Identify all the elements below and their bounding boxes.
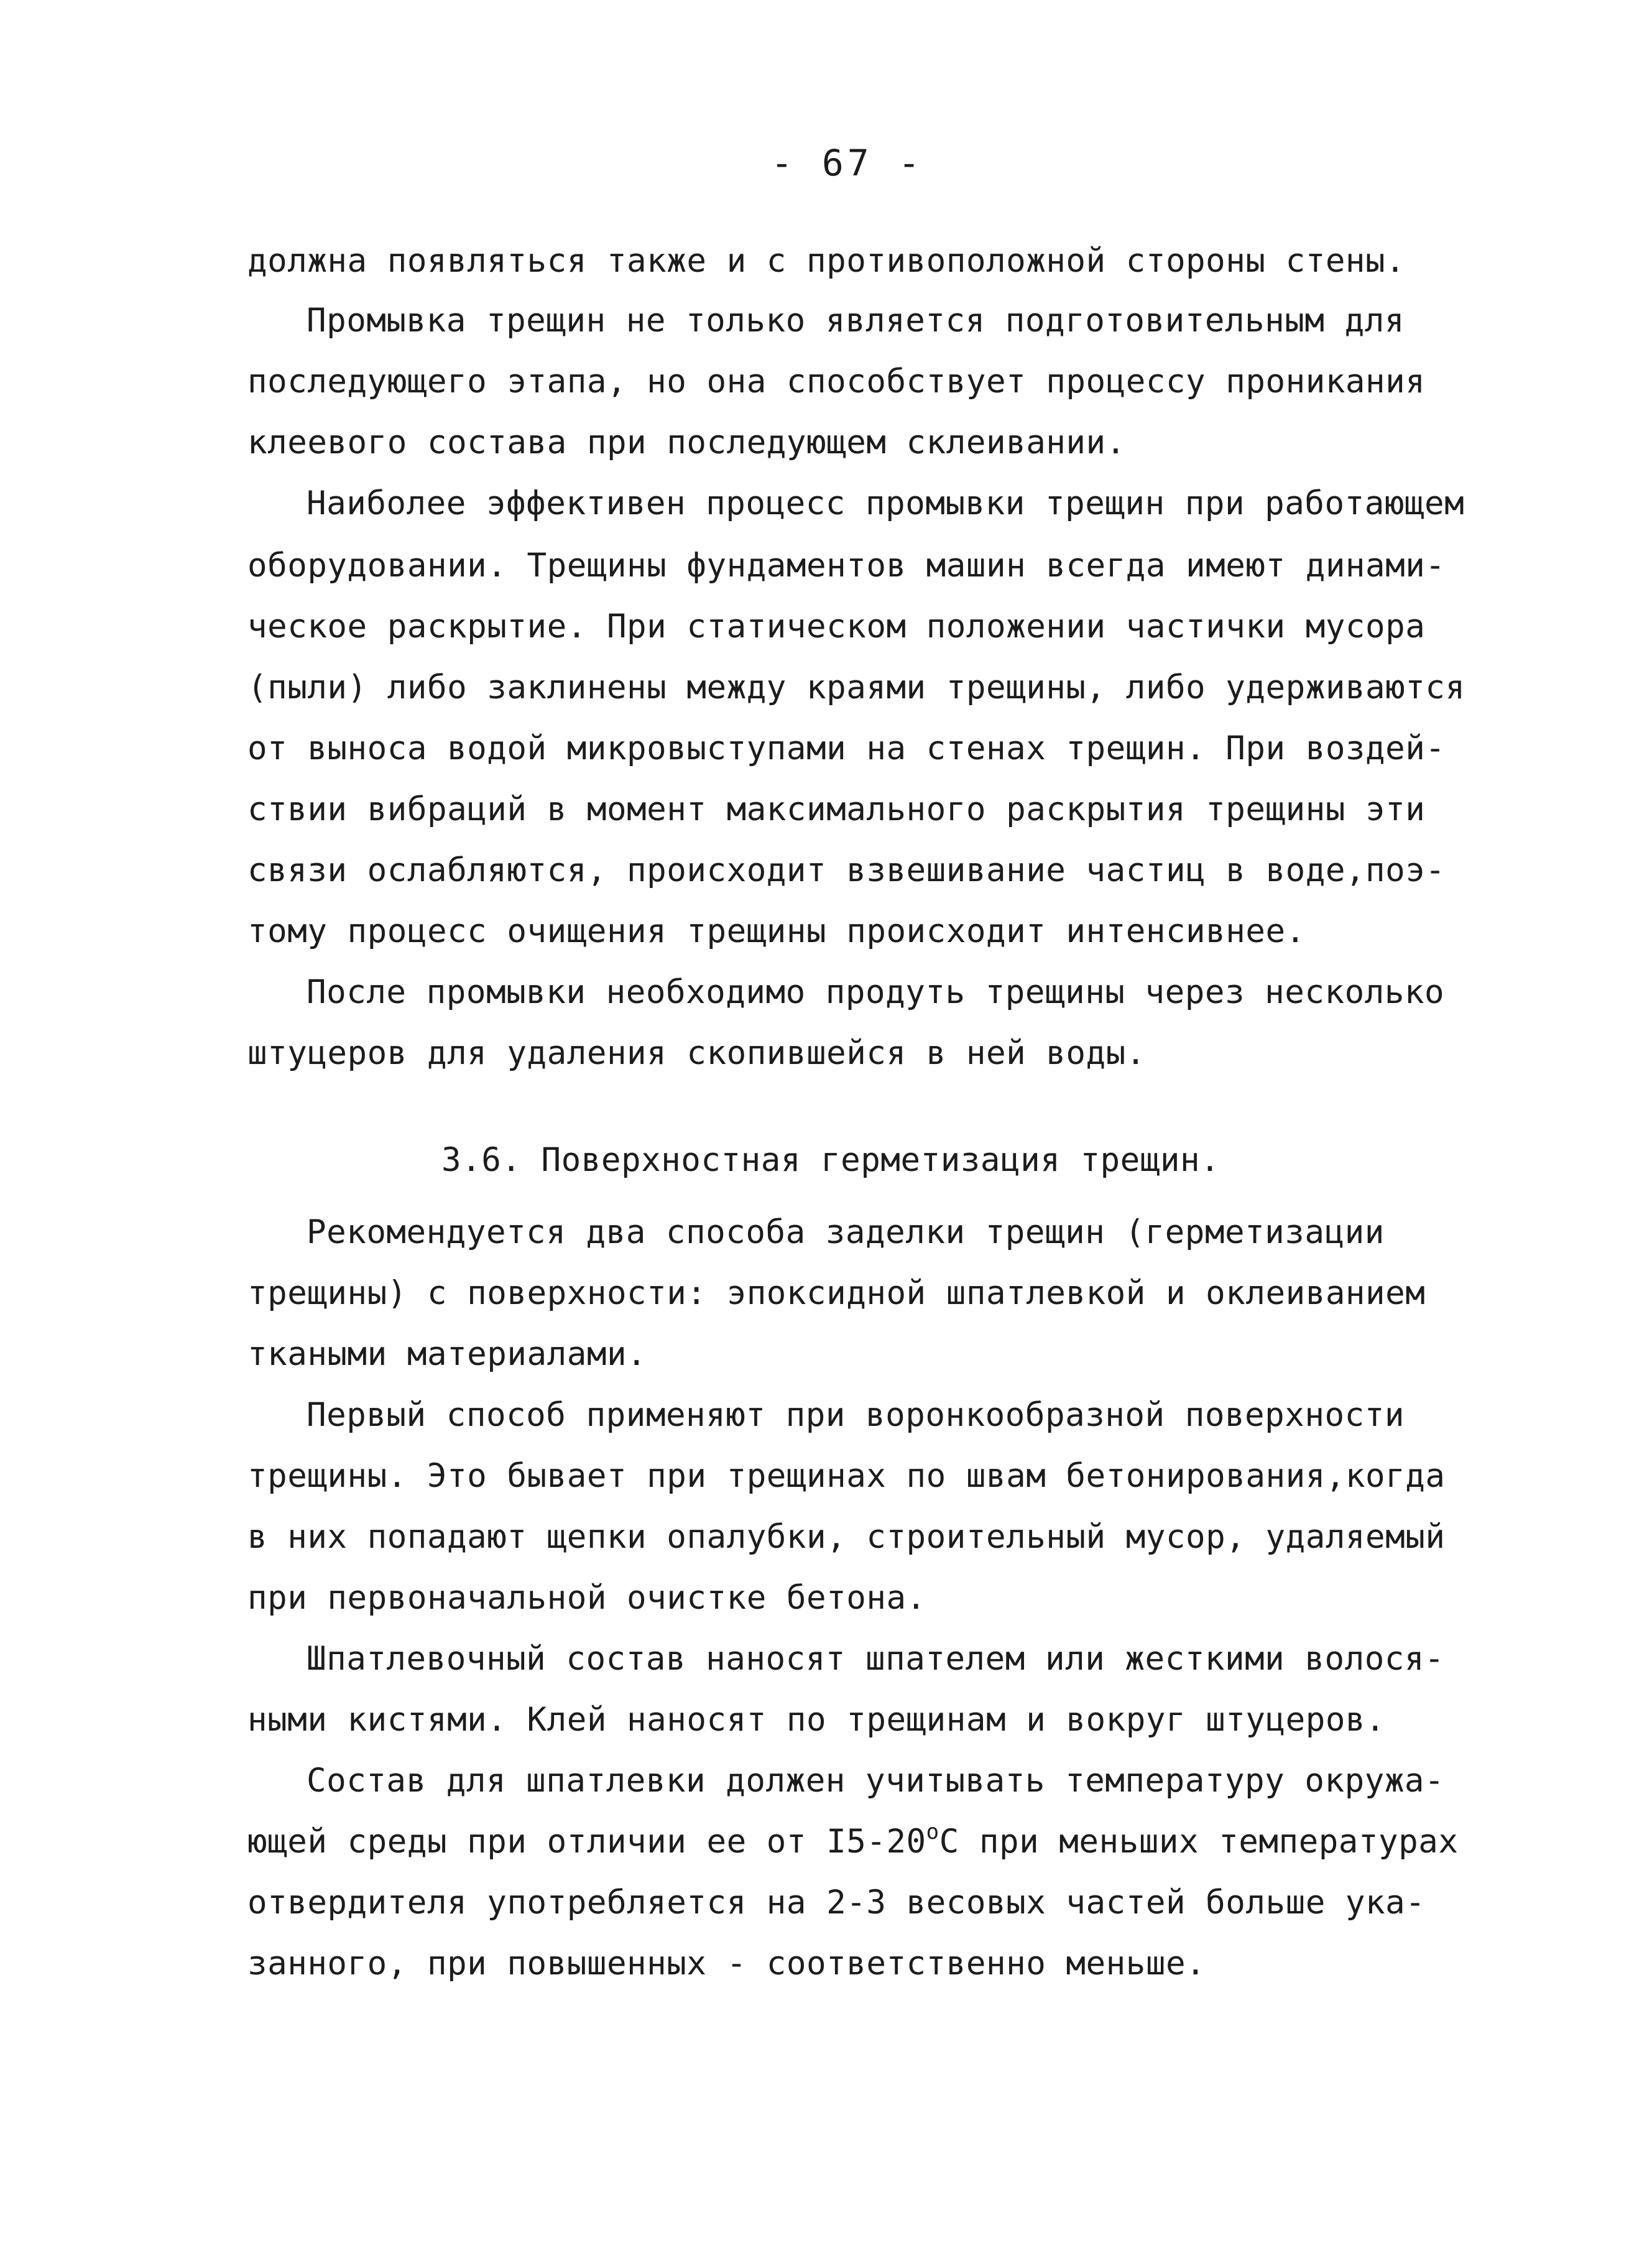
- text-line: Рекомендуется два способа заделки трещин (герметизации: [307, 1213, 1385, 1251]
- text-line: клеевого состава при последующем склеивании.: [247, 423, 1126, 461]
- text-line: [247, 1820, 1459, 1861]
- text-line: ными кистями. Клей наносят по трещинам и вокруг штуцеров.: [247, 1701, 1386, 1739]
- text-line: После промывки необходимо продуть трещины через несколько: [307, 973, 1445, 1011]
- text-line: последующего этапа, но она способствует процессу проникания: [247, 363, 1426, 400]
- text-line: Наиболее эффективен процесс промывки трещин при работающем: [307, 484, 1465, 522]
- text-line: трещины. Это бывает при трещинах по швам бетонирования,когда: [247, 1457, 1446, 1495]
- text-line: занного, при повышенных - соответственно меньше.: [247, 1945, 1206, 1982]
- text-line: Первый способ применяют при воронкообразной поверхности: [307, 1396, 1405, 1434]
- text-line: ткаными материалами.: [247, 1335, 647, 1373]
- text-line: трещины) с поверхности: эпоксидной шпатлевкой и оклеиванием: [247, 1274, 1426, 1312]
- text-line: Состав для шпатлевки должен учитывать температуру окружа-: [307, 1762, 1445, 1800]
- text-line: Шпатлевочный состав наносят шпателем или жесткими волося-: [307, 1640, 1445, 1678]
- text-line: должна появляться также и с противоположной стороны стены.: [247, 242, 1406, 280]
- text-line: отвердителя употребляется на 2-3 весовых частей больше ука-: [247, 1884, 1426, 1922]
- text-line: в них попадают щепки опалубки, строительный мусор, удаляемый: [247, 1518, 1446, 1556]
- text-line: Промывка трещин не только является подготовительным для: [307, 302, 1405, 340]
- text-line: тому процесс очищения трещины происходит интенсивнее.: [247, 912, 1306, 950]
- page-number: - 67 -: [771, 142, 924, 184]
- text-line: ствии вибраций в момент максимального раскрытия трещины эти: [247, 790, 1426, 828]
- degree-superscript: o: [926, 1820, 939, 1844]
- text-line: оборудовании. Трещины фундаментов машин всегда имеют динами-: [247, 547, 1446, 585]
- text-line: (пыли) либо заклинены между краями трещины, либо удерживаются: [247, 668, 1465, 706]
- text-line: ческое раскрытие. При статическом положении частички мусора: [247, 608, 1426, 645]
- text-line: от выноса водой микровыступами на стенах трещин. При воздей-: [247, 729, 1446, 767]
- text-line: штуцеров для удаления скопившейся в ней воды.: [247, 1034, 1146, 1072]
- text-segment: ющей среды при отличии ее от I5-20: [247, 1823, 926, 1861]
- text-line: связи ослабляются, происходит взвешивание частиц в воде,поэ-: [247, 851, 1446, 889]
- text-segment: С при меньших температурах: [939, 1823, 1459, 1861]
- section-heading: 3.6. Поверхностная герметизация трещин.: [441, 1141, 1221, 1179]
- text-line: при первоначальной очистке бетона.: [247, 1579, 926, 1617]
